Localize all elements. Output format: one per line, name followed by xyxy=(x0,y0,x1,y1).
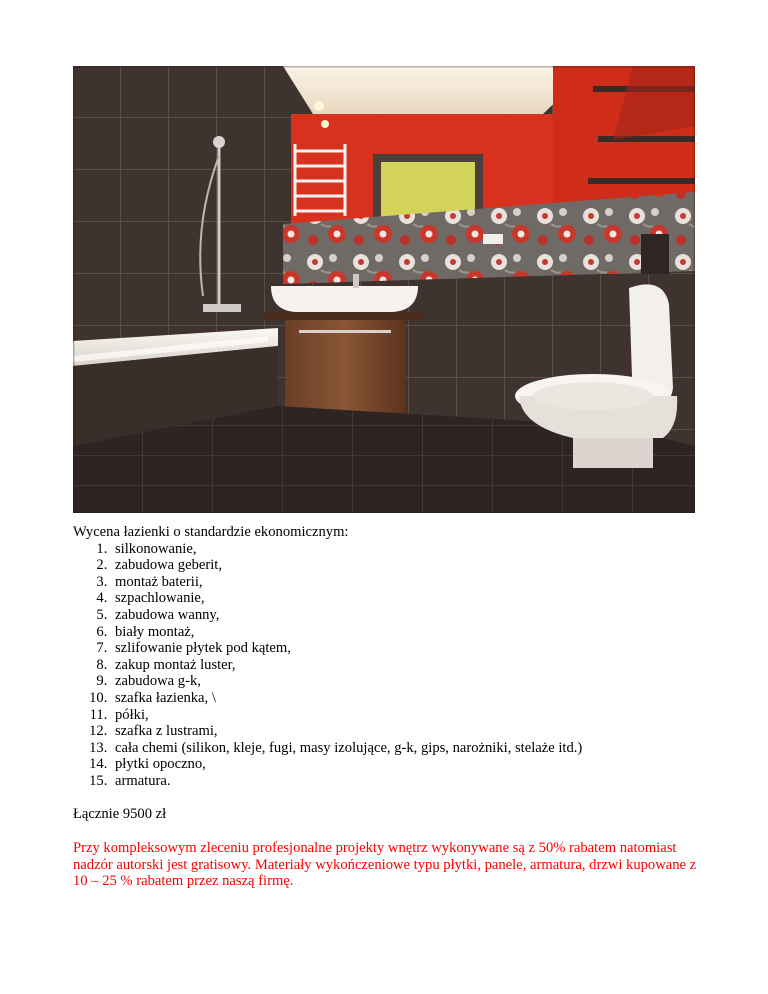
list-item: 11. półki, xyxy=(111,707,713,724)
list-item: 1. silkonowanie, xyxy=(111,541,713,558)
list-item: 3. montaż baterii, xyxy=(111,574,713,591)
list-item: 15. armatura. xyxy=(111,773,713,790)
bathroom-photo xyxy=(73,66,695,513)
total-price: Łącznie 9500 zł xyxy=(73,805,167,822)
list-item: 14. płytki opoczno, xyxy=(111,756,713,773)
quote-heading: Wycena łazienki o standardzie ekonomicznym: xyxy=(73,524,349,540)
list-item: 12. szafka z lustrami, xyxy=(111,723,713,740)
quote-content xyxy=(73,524,713,890)
list-item: 2. zabudowa geberit, xyxy=(111,557,713,574)
list-item: 13. cała chemi (silikon, kleje, fugi, masy izolujące, g-k, gips, narożniki, stelaże itd.) xyxy=(111,740,713,757)
list-item: 8. zakup montaż luster, xyxy=(111,657,713,674)
list-item: 4. szpachlowanie, xyxy=(111,590,713,607)
list-item: 7. szlifowanie płytek pod kątem, xyxy=(111,640,713,657)
list-item: 6. biały montaż, xyxy=(111,624,713,641)
list-item: 10. szafka łazienka, \ xyxy=(111,690,713,707)
quote-items-list xyxy=(73,541,713,790)
list-item: 9. zabudowa g-k, xyxy=(111,673,713,690)
list-item: 5. zabudowa wanny, xyxy=(111,607,713,624)
bathroom-illustration xyxy=(73,66,695,513)
promo-note: Przy kompleksowym zleceniu profesjonalne projekty wnętrz wykonywane są z 50% rabatem natomiast nadzór autorski jest gratisowy. Materiały wykończeniowe typu płytki, panele, armatura, drzwi kupowane z 10 – 25 % rabatem przez naszą firmę. xyxy=(73,840,697,890)
